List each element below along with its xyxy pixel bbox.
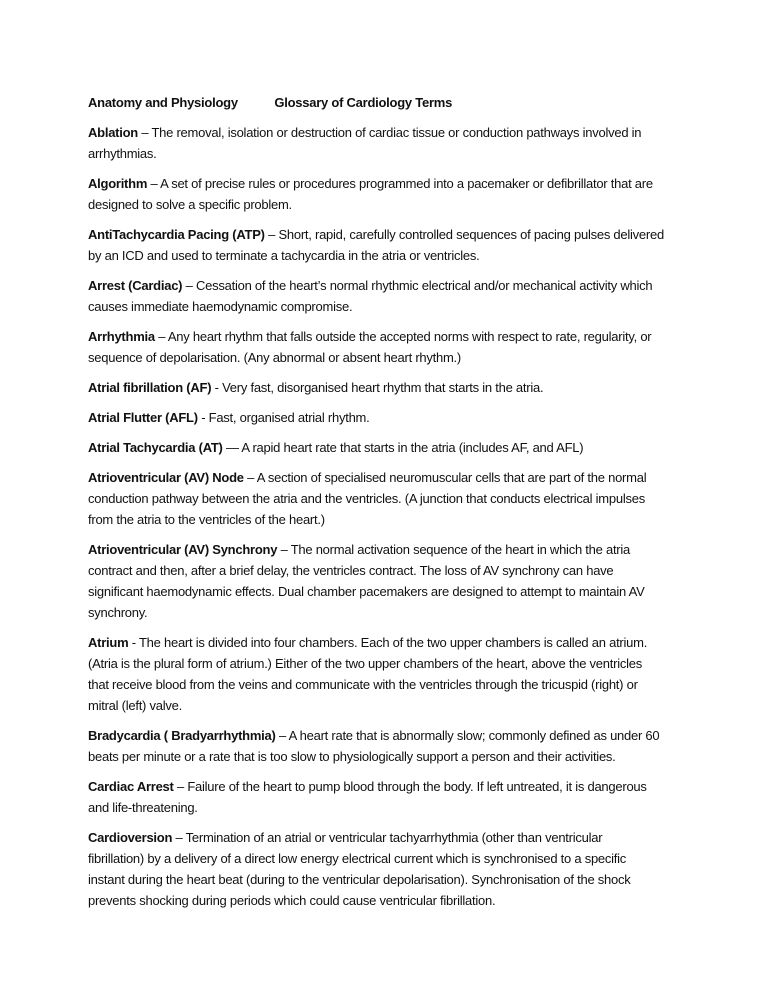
glossary-term: Arrhythmia xyxy=(88,329,155,344)
term-separator: - xyxy=(197,410,209,425)
definition-line: by an ICD and used to terminate a tachycardia in the atria or ventricles. xyxy=(88,248,480,263)
glossary-term: Atrium xyxy=(88,635,129,650)
glossary-entry xyxy=(88,377,708,398)
glossary-entry xyxy=(88,122,708,164)
definition-line: (Atria is the plural form of atrium.) Either of the two upper chambers of the heart, above the ventricles xyxy=(88,656,642,671)
definition-text: A rapid heart rate that starts in the atria (includes AF, and AFL) xyxy=(241,440,584,455)
term-separator: – xyxy=(182,278,196,293)
glossary-entry xyxy=(88,539,708,623)
glossary-entry xyxy=(88,437,708,458)
glossary-term: Cardiac Arrest xyxy=(88,779,174,794)
term-separator: – xyxy=(172,830,186,845)
definition-line xyxy=(88,437,708,458)
glossary-term: Atrial Flutter (AFL) xyxy=(88,410,198,425)
definition-line: causes immediate haemodynamic compromise. xyxy=(88,299,353,314)
definition-line xyxy=(88,407,708,428)
term-separator: - xyxy=(128,635,139,650)
definition-text: A set of precise rules or procedures programmed into a pacemaker or defibrillator that are xyxy=(160,176,653,191)
glossary-document xyxy=(88,92,708,920)
document-header xyxy=(88,92,708,113)
term-separator: – xyxy=(138,125,152,140)
definition-text: A heart rate that is abnormally slow; commonly defined as under 60 xyxy=(288,728,660,743)
glossary-term: Atrioventricular (AV) Synchrony xyxy=(88,542,278,557)
definition-text: Short, rapid, carefully controlled sequences of pacing pulses delivered xyxy=(278,227,664,242)
definition-line: significant haemodynamic effects. Dual chamber pacemakers are designed to attempt to maintain AV xyxy=(88,584,645,599)
definition-line xyxy=(88,827,708,848)
definition-text: Termination of an atrial or ventricular tachyarrhythmia (other than ventricular xyxy=(185,830,603,845)
definition-line xyxy=(88,539,708,560)
definition-text: Failure of the heart to pump blood through the body. If left untreated, it is dangerous xyxy=(187,779,647,794)
definition-text: Cessation of the heart’s normal rhythmic electrical and/or mechanical activity which xyxy=(195,278,653,293)
term-separator: - xyxy=(211,380,223,395)
glossary-term: Arrest (Cardiac) xyxy=(88,278,183,293)
definition-line xyxy=(88,725,708,746)
definition-line xyxy=(88,467,708,488)
definition-line xyxy=(88,275,708,296)
term-separator: – xyxy=(147,176,161,191)
definition-line: conduction pathway between the atria and the ventricles. (A junction that conducts electrical impulses xyxy=(88,491,645,506)
term-separator: – xyxy=(264,227,279,242)
glossary-term: Ablation xyxy=(88,125,138,140)
definition-text: A section of specialised neuromuscular cells that are part of the normal xyxy=(256,470,647,485)
term-separator: – xyxy=(154,329,168,344)
definition-line: prevents shocking during periods which could cause ventricular fibrillation. xyxy=(88,893,496,908)
definition-text: The removal, isolation or destruction of cardiac tissue or conduction pathways involved in xyxy=(151,125,642,140)
definition-line: synchrony. xyxy=(88,605,148,620)
term-separator: – xyxy=(173,779,188,794)
term-separator: — xyxy=(222,440,242,455)
definition-line: fibrillation) by a delivery of a direct low energy electrical current which is synchronised to a specific xyxy=(88,851,627,866)
glossary-entry xyxy=(88,326,708,368)
document-title: Glossary of Cardiology Terms xyxy=(274,95,453,110)
definition-line: designed to solve a specific problem. xyxy=(88,197,292,212)
definition-line xyxy=(88,224,708,245)
definition-line xyxy=(88,326,708,347)
subject-heading: Anatomy and Physiology xyxy=(88,95,238,110)
term-separator: – xyxy=(243,470,257,485)
definition-text: Very fast, disorganised heart rhythm that starts in the atria. xyxy=(222,380,544,395)
definition-line: contract and then, after a brief delay, the ventricles contract. The loss of AV synchrony can have xyxy=(88,563,614,578)
glossary-entry xyxy=(88,725,708,767)
glossary-entry xyxy=(88,632,708,716)
definition-line: arrhythmias. xyxy=(88,146,157,161)
definition-line xyxy=(88,776,708,797)
glossary-term: Atrioventricular (AV) Node xyxy=(88,470,244,485)
definition-line: instant during the heart beat (during to the ventricular depolarisation). Synchronisation of the shock xyxy=(88,872,631,887)
definition-text: The normal activation sequence of the heart in which the atria xyxy=(290,542,631,557)
definition-text: Any heart rhythm that falls outside the accepted norms with respect to rate, regularity, or xyxy=(167,329,652,344)
glossary-entry xyxy=(88,173,708,215)
glossary-entry xyxy=(88,776,708,818)
glossary-entry xyxy=(88,827,708,911)
glossary-entry xyxy=(88,275,708,317)
definition-text: The heart is divided into four chambers. Each of the two upper chambers is called an atrium. xyxy=(138,635,648,650)
definition-line: mitral (left) valve. xyxy=(88,698,182,713)
term-separator: – xyxy=(275,728,289,743)
definition-line xyxy=(88,632,708,653)
term-separator: – xyxy=(277,542,291,557)
glossary-term: AntiTachycardia Pacing (ATP) xyxy=(88,227,265,242)
glossary-term: Bradycardia ( Bradyarrhythmia) xyxy=(88,728,276,743)
glossary-term: Atrial Tachycardia (AT) xyxy=(88,440,223,455)
definition-line xyxy=(88,122,708,143)
glossary-term: Algorithm xyxy=(88,176,148,191)
definition-line: sequence of depolarisation. (Any abnormal or absent heart rhythm.) xyxy=(88,350,461,365)
glossary-entry xyxy=(88,407,708,428)
definition-line xyxy=(88,377,708,398)
glossary-term: Atrial fibrillation (AF) xyxy=(88,380,212,395)
definition-line xyxy=(88,173,708,194)
definition-line: beats per minute or a rate that is too slow to physiologically support a person and their activities. xyxy=(88,749,616,764)
definition-line: that receive blood from the veins and communicate with the ventricles through the tricuspid (right) or xyxy=(88,677,638,692)
definition-text: Fast, organised atrial rhythm. xyxy=(208,410,370,425)
glossary-entry xyxy=(88,467,708,530)
glossary-term: Cardioversion xyxy=(88,830,173,845)
definition-line: from the atria to the ventricles of the heart.) xyxy=(88,512,325,527)
definition-line: and life-threatening. xyxy=(88,800,198,815)
glossary-entries xyxy=(88,122,708,911)
glossary-entry xyxy=(88,224,708,266)
